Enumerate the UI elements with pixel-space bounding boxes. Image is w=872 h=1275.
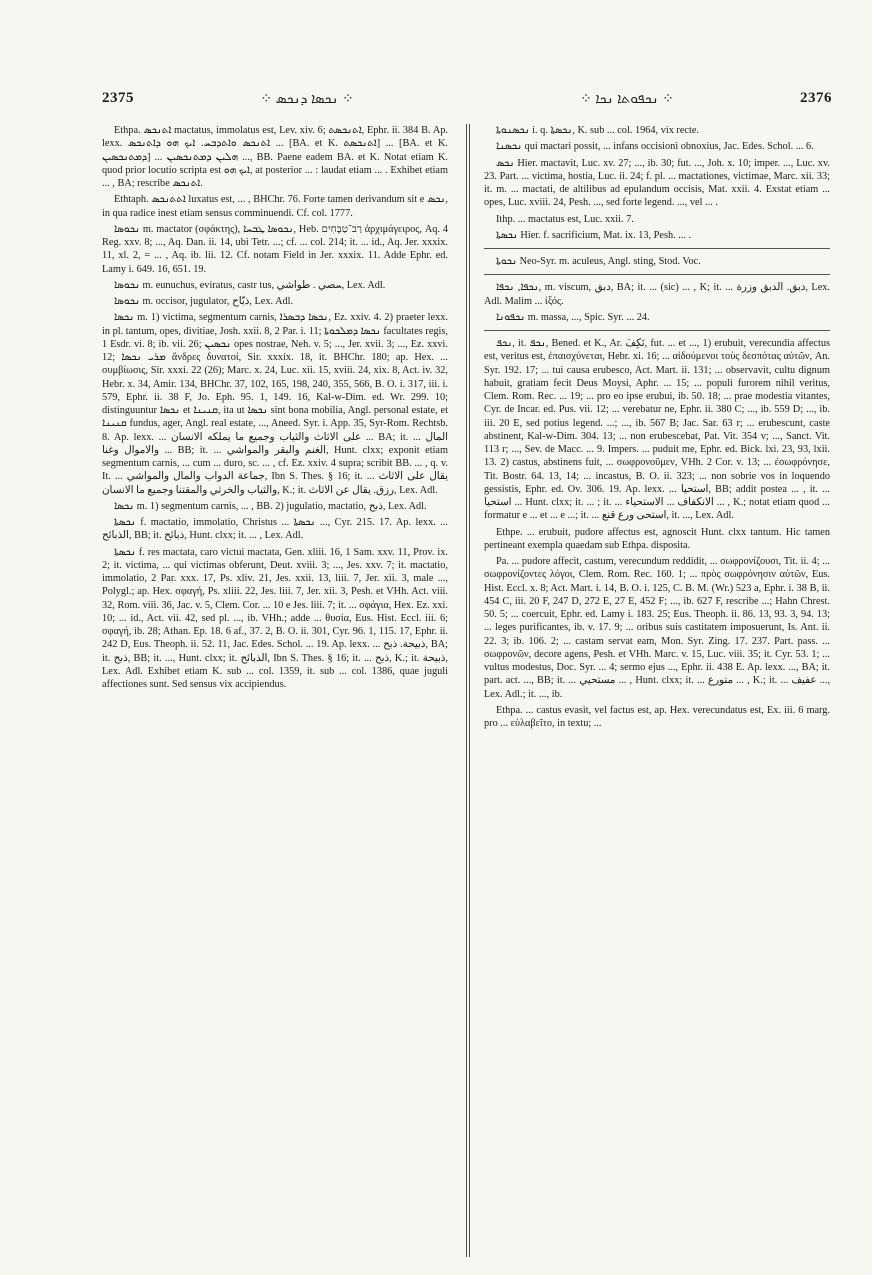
column-rule xyxy=(466,124,467,1257)
dictionary-entry: ܢܟܘܣܐ m. occisor, jugulator, ذبّاح, Lex. Adl. xyxy=(114,296,294,307)
running-title-left: ⁘ ܢܟܣܐ ܕܢܟܣ ⁘ xyxy=(260,92,354,107)
page-number-left: 2375 xyxy=(102,90,134,106)
left-column xyxy=(102,124,448,1257)
page-columns xyxy=(102,124,832,1257)
dictionary-entry: Pa. ... pudore affecit, castum, verecundum reddidit, ... σωφρονίζουσι, Tit. ii. 4; ... σωφρονίζοντες λόγοι, Clem. Rom. Rec. 160. 1; ... πρὸς σωφρόνησιν αὐτῶν, Eus. Hist. Eccl. x. 8; Act. Mart. i. 14, B. O. i. 125, C. B. M. (Wr.) 523 a, Ephr. i. 38 B, ii. 454 C, iii. 20 F, 247 D, 272 E, 27 E, 452 F; ..., ib. 627 F, rescribe ...; Hahn Chrest. 50. 5; ... coercuit, Ephr. ed. Lamy i. 183. 25; Eus. Theoph. ii. 86. 13, 93. 3, 94. 13; ... leges purificantes, ib. v. 17. 9; ... oribus suis castitatem imposuerunt, Is. Ant. ii. 22. 3; ib. 106. 2; ... castam servat eam, Mon. Syr. Zing. 17. 237. Part. pass. ... σωφρονῶν, decore agens, Pesh. et VHh. Marc. v. 15, Luc. viii. 35; it. Cyr. 53. 1; ... vultus modestus, Doc. Syr. ... 4; sermo ejus ..., Ephr. ii. 438 E. Ap. lexx. ..., BA; it. part. act. ..., BB; it. ... مستحيي ... , Hunt. clxx; it. ... متورع ... , K.; it. ... عفيف ..., Lex. Adl.; it. ..., ib. xyxy=(484,556,830,700)
dictionary-entry: ܢܟܦܐ, ܢܟܦܐ, m. viscum, دبق, BA; it. ... (sic) ... , K; it. ... دبق. الدبق وزرة, Lex. Adl. Malim ... ἰξός. xyxy=(484,282,830,307)
page-number-right: 2376 xyxy=(800,90,832,106)
dictionary-entry: ܢܟܣܬܐ f. res mactata, caro victui mactata, Gen. xliii. 16, 1 Sam. xxv. 11, Prov. ix. 2; it. victima, ... qui victimas obferunt, Deut. xviii. 3; ..., Jes. xxv. 7; it. mactatio, immolatio, 2 Par. xxx. 17, Ps. xliv. 21, Jes. xxii. 13, liii. 7, Jer. xii. 3, male ..., Polygl.; ap. Hex. σφαγή, Ps. xliii. 22, Jes. liii. 7, Jer. xii. 3, Pesh. et VHh. Act. viii. 32, Rom. viii. 36, Jac. v. 5, Clem. Cor. ... 10 e Jes. liii. 7; it. ... σφάγια, Hex. Ez. xxi. 10; ... id., Act. vii. 42, sed pl. ..., ib. VHh.; adde ... θυσία, Eus. Hist. Eccl. iii. 6; σφαγή, ib. 28; Athan. Ep. 18. 6 af., 37. 2, B. O. ii. 301, Cyr. 96. 1, 115. 17, Ephr. ii. 242 D, Eus. Theoph. ii. 52. 11, Jac. Edes. Schol. ... 19. Ap. lexx. ... ذبيحة. ذبح, BA; it. ذبح, BB; it. ..., Hunt. clxx; it. الذبائح, Ibn S. Thes. § 16; it. ... ذبح, K.; it. ذبيحة, Lex. Adl. Exhibet etiam K. sub ... col. 1359, it. sub ... col. 1386, quae juguli affectiones sunt. Sed sensus vix accipiendus. xyxy=(102,546,448,690)
dictionary-entry: ܢܟܣܢܐ qui mactari possit, ... infans occisioni obnoxius, Jac. Edes. Schol. ... 6. xyxy=(496,141,814,153)
dictionary-entry: Ethpa. ܐܬܢܟܣ mactatus, immolatus est, Lev. xiv. 6; ܐܬܢܟܣܬ, Ephr. ii. 384 B. Ap. lexx. ܐܬܢܟܣ ܘܐܬܕܒܚ. ܐܝܟ ܗܘ ܕܐܬܢܟܣ ... [BA. et K. ܐܬܢܟܣܬ] ... [BA. et K. ܕܡܬܢܟܣܝܢ] ... ܗܠܝܢ ܕܡܬܢܟܣܝܢ ..., BB. Paene eadem BA. et K. Notat etiam K. quod prior locutio scripta est ܐܝܟ ܗܘ, at posterior ... : laudat etiam ... . Exhibet etiam ... , BA; rescribe ܐܬܢܟܣ. xyxy=(102,125,448,189)
entry-separator xyxy=(484,274,830,275)
entry-separator xyxy=(484,248,830,249)
dictionary-entry: Ethpe. ... erubuit, pudore affectus est, agnoscit Hunt. clxx tantum. Hic tamen pertineant exempla quaedam sub Ethpa. disposita. xyxy=(484,526,830,551)
dictionary-entry: ܢܟܣܬܐ f. mactatio, immolatio, Christus ... ܢܟܣܬܐ ..., Cyr. 215. 17. Ap. lexx. ... الذبائح, BB; it. ذبائح, Hunt. clxx; it. ... , Lex. Adl. xyxy=(102,517,448,542)
dictionary-entry: ܢܟܣܢܘܬܐ i. q. ܢܟܣܬܐ, K. sub ... col. 1964, vix recte. xyxy=(496,125,699,136)
entry-separator xyxy=(484,330,830,331)
dictionary-entry: ܢܟܘܣܐ m. eunuchus, eviratus, castr tus, ܚصي . طواشي, Lex. Adl. xyxy=(114,279,386,291)
dictionary-entry: Ethtaph. ܐܬܬܢܟܣ luxatus est, ... , BHChr. 76. Forte tamen derivandum sit e ܢܟܣ, in qua radice inest etiam sensus comminuendi. Cf. col. 1777. xyxy=(102,194,448,219)
dictionary-entry: ܢܟܦ, it. ܢܟܦ, Bened. et K., Ar. نَكِفَ, fut. ... et ..., 1) erubuit, verecundia affectus est, veritus est, ἐπαισχύνεται, Hebr. xi. 16; ... αἰδούμενοι τοὺς δεσπότας αὐτῶν, An. Syr. 192. 17; ... tui causa erubesco, Act. Mart. ii. 131; ... observavit, cultu dignum habuit, gratiam fecit Deus Moysi, Aphr. ... 15; ... populi furorem nihil veritus, Clem. Rom. Rec. ... 19; ... pro eo ipse erubui, ib. 50. 18; ... prae modestia vitantes, Cyr. de Incar. ed. Pus. vii. 12; ... verebatur ne, Ephr. ii. 380 C; ..., ib. 559 D; ..., ib. iii. 20 E, sed potius legend. ...; ..., ib. 567 B; Jac. Sar. 63 r; ... erubescunt, caste abstinent, Kal-w-Dim. 304. 13; ... non erubescebat, Pat. Vit. 354 v; ..., Sanct. Vit. 113 r; ..., Sev. de Macc. ... 9. Impers. ... puduit me, Ephr. ed. Bick. lxi. 23, 93, lxii. 13. 2) castus, abstinens fuit, ... σωφρονοῦμεν, VHh. 2 Cor. v. 13; ... ἐσωφρόνησε, Tit. Bostr. 64. 13, 14; ... incastus, B. O. ii. 323; ... non sobrie vos in loquendo gessistis, Ephr. ed. Ov. 306. 19. Ap. lexx. ... استحيا, BB; addit postea ... , it. ... استحيا ... Hunt. clxx; it. ... ; it. ... الانكفاف ... الاستحياء ... , K.; notat etiam quod ... formatur e ... et ... e ...; it. ... استحى ورع قنع, it. ..., Lex. Adl. xyxy=(484,338,830,522)
dictionary-entry: ܢܟܣܐ m. 1) segmentum carnis, ... , BB. 2) jugulatio, mactatio, ذبح, Lex. Adl. xyxy=(114,500,427,512)
right-column xyxy=(484,124,830,1257)
column-rule xyxy=(469,124,470,1257)
dictionary-entry: ܢܟܣ Hier. mactavit, Luc. xv. 27; ..., ib. 30; fut. ..., Joh. x. 10; imper. ..., Luc. xv. 23. Part. ... victima, hostia, Luc. ii. 24; f. pl. ... mactationes, victimae, Marc. xii. 33; it. m. ... mactati, de altilibus ad epulandum occisis, Mat. xxii. 4. Exstat etiam ... opes, Luc. xviii. 24, Pesh. ..., sed forte legend. ..., vel ... . xyxy=(484,157,830,209)
dictionary-entry: Ethpa. ... castus evasit, vel factus est, ap. Hex. verecundatus est, Ex. iii. 6 marg. pro ... εὐλαβεῖτο, in textu; ... xyxy=(484,704,830,729)
running-title-right: ⁘ ܢܟܦܘܬܐ ܢܟܐ ⁘ xyxy=(580,92,674,107)
dictionary-entry: ܢܟܣܬܐ Hier. f. sacrificium, Mat. ix. 13, Pesh. ... . xyxy=(496,229,692,241)
dictionary-entry: Ithp. ... mactatus est, Luc. xxii. 7. xyxy=(496,213,634,225)
dictionary-entry: ܢܟܘܣܐ m. mactator (σφάκτης), ܢܟܘܣܐ ܛܒܚܐ, Heb. רַב־טַבָּחִים ἀρχιμάγειρος, Aq. 4 Reg. xxv. 8; ..., Aq. Dan. ii. 14, ubi Tetr. ...; cf. ... col. 214; it. ... id., Aq. Jer. xxxix. 11, xl. 2, = ... , Aq. ib. lii. 12. Cf. notam Field in Jer. xxxix. 11. Adde Ephr. ed. Lamy i. 649. 16, 651. 19. xyxy=(102,223,448,275)
dictionary-entry: ܢܟܦܘܢܐ m. massa, ..., Spic. Syr. ... 24. xyxy=(496,311,650,323)
dictionary-entry: ܢܟܣܐ m. 1) victima, segmentum carnis, ܢܟܣܐ ܕܒܣܪܐ, Ez. xxiv. 4. 2) praeter lexx. in pl. tantum, opes, divitiae, Josh. xxii. 8, 2 Par. i. 11; ܢܟܣܐ ܕܡܠܟܘܬܐ facultates regis, 1 Esdr. vi. 8; ib. vii. 26; ܢܟܣܝܢ opes nostrae, Neh. v. 5; ..., Jer. xvii. 3; ..., Ez. xxvi. 12; ܡܪܝ ܢܟܣܐ ἄνδρες δυνατοί, Sir. xxxix. 18, it. BHChr. 180; ap. Hex. ... συμβίωσις, Sir. xxxi. 22 (26); Marc. x. 24, Luc. xii. 15, xviii. 24, xix. 8, Act. iv. 32, Hebr. x. 34, Amir. 134, BHChr. 37, 102, 165, 198, 240, 355, 566, B. O. i. 317, iii. i. 579, Ephr. ii. 38 F, Jo. Eph. 95. 1, 149. 16, Kal-w-Dim. ed. Wr. 299. 10; distinguuntur ܢܟܣܐ et ܩܢܝܢܐ, ita ut ܢܟܣܐ sint bona mobilia, Angl. personal estate, et ܩܢܝܢܐ fundus, ager, Angl. real estate, ..., Aneed. Syr. i. App. 35, Syr-Rom. Rechtsb. 8. Ap. lexx. ... على الاثاث والثياب وجميع ما يملكه الانسان ... BA; it. ... المال والاموال وغنا ... BB; it. ... الغنم والبقر والمواشي, Hunt. clxx; exponit etiam segmentum carnis, ... cum ... duro, sc. ... , cf. Ez. xxiv. 4 supra; scribit BB. ... , q. v. It. ... جماعة الدواب والمال والمواشي, Ibn S. Thes. § 16; it. ... يقال على الاثاث والثياب والخرثي والمقتنا وجميع ما الانسان, K.; it. رزق. يقال عن الاثاث, Lex. Adl. xyxy=(102,312,448,496)
page-header xyxy=(102,90,832,114)
dictionary-entry: ܢܟܘܬܐ Neo-Syr. m. aculeus, Angl. sting, Stod. Voc. xyxy=(496,256,701,267)
